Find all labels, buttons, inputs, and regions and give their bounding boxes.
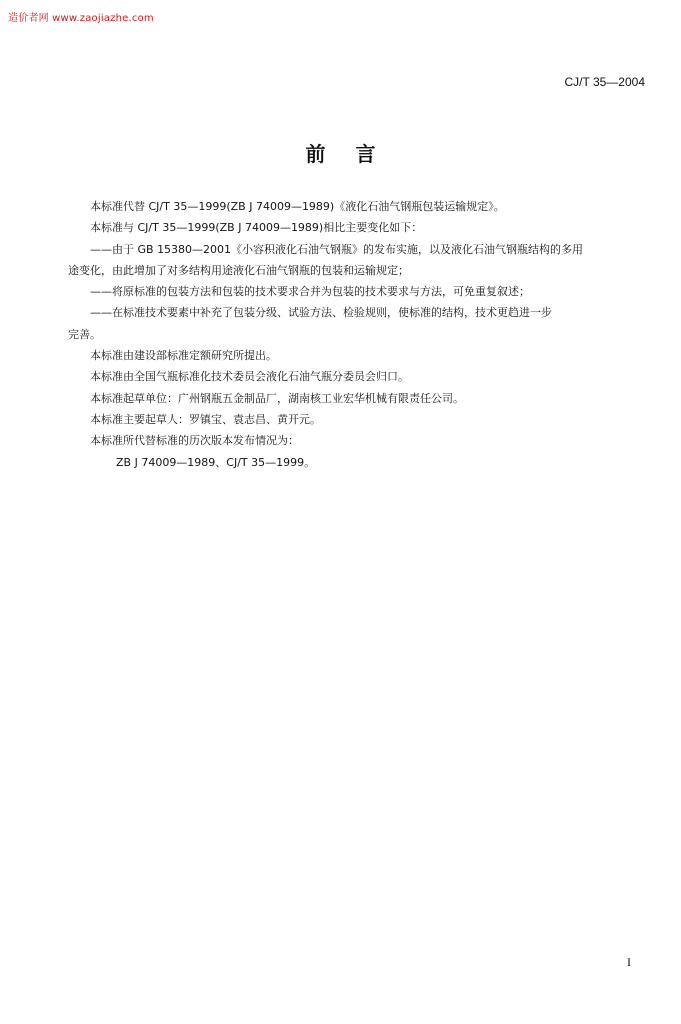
change-item-1-cont: 途变化，由此增加了对多结构用途液化石油气钢瓶的包装和运输规定； [68,263,409,277]
paragraph-centralized-by: 本标准由全国气瓶标准化技术委员会液化石油气瓶分委员会归口。 [90,370,409,384]
change-item-3-cont: 完善。 [68,327,101,341]
change-item-1: ——由于 GB 15380—2001《小容积液化石油气钢瓶》的发布实施，以及液化石油气钢瓶结构的多用 [90,242,584,256]
paragraph-replaces: 本标准代替 CJ/T 35—1999(ZB J 74009—1989)《液化石油气钢瓶包装运输规定》。 [90,200,505,213]
paragraph-drafters: 本标准主要起草人：罗镇宝、袁志昌、黄开元。 [90,412,321,426]
page-title: 前言 [305,142,406,166]
standard-code: CJ/T 35—2004 [564,75,645,89]
paragraph-proposed-by: 本标准由建设部标准定额研究所提出。 [90,349,277,363]
paragraph-history-list: ZB J 74009—1989、CJ/T 35—1999。 [116,455,316,469]
paragraph-changes-intro: 本标准与 CJ/T 35—1999(ZB J 74009—1989)相比主要变化如下： [90,221,423,235]
change-item-2: ——将原标准的包装方法和包装的技术要求合并为包装的技术要求与方法，可免重复叙述； [90,285,530,299]
site-watermark: 造价者网 www.zaojiazhe.com [8,13,154,24]
paragraph-history-intro: 本标准所代替标准的历次版本发布情况为： [90,434,299,448]
foreword-body [68,196,646,473]
paragraph-drafting-units: 本标准起草单位：广州钢瓶五金制品厂，湖南核工业宏华机械有限责任公司。 [90,391,464,405]
change-item-3: ——在标准技术要素中补充了包装分级、试验方法、检验规则，使标准的结构，技术更趋进一步 [90,306,552,320]
page-number: I [627,955,631,969]
